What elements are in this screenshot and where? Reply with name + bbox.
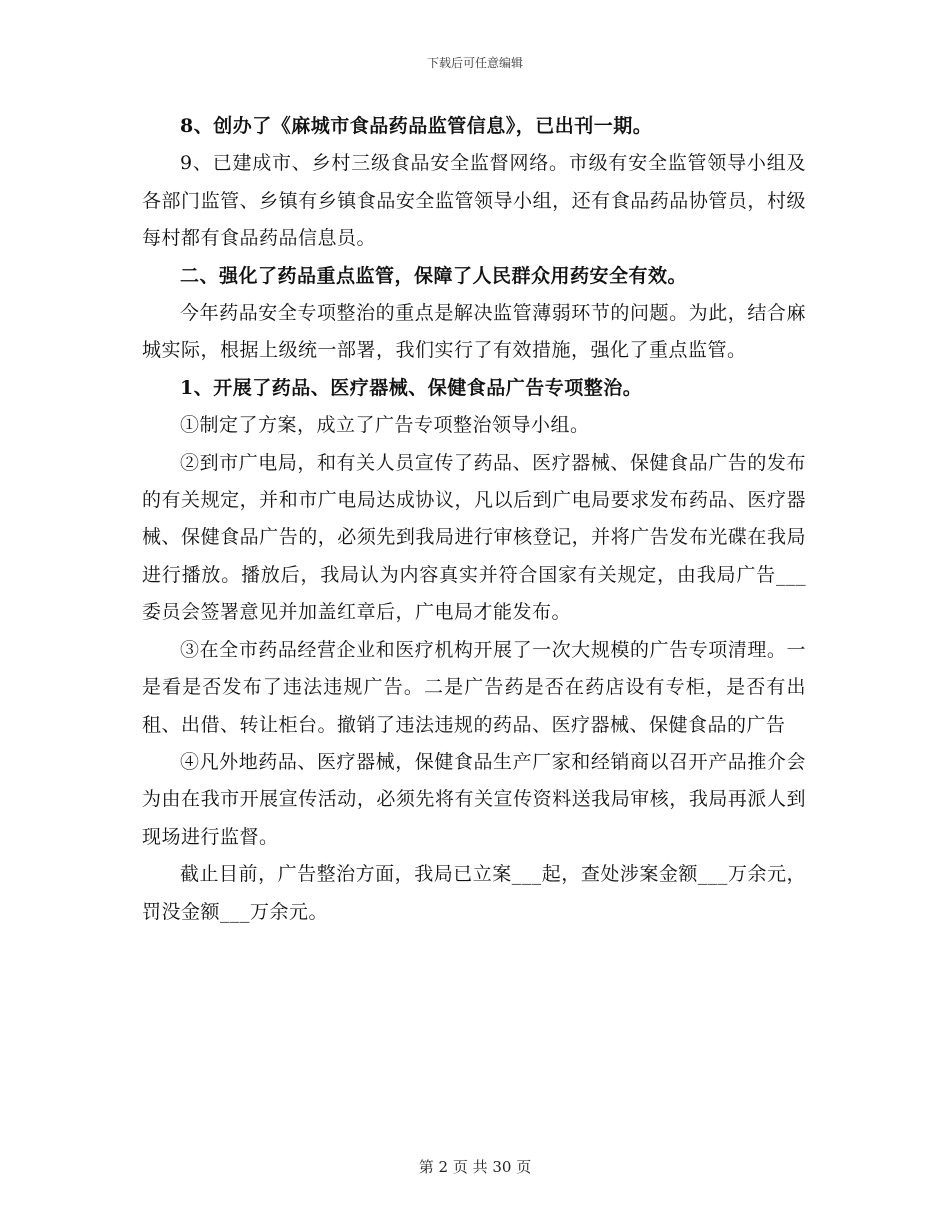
paragraph-summary: 截止目前，广告整治方面，我局已立案___起，查处涉案金额___万余元，罚没金额___万余元。 (142, 863, 806, 923)
page-header: 下载后可任意编辑 (426, 56, 523, 70)
paragraph-point-2: ②到市广电局，和有关人员宣传了药品、医疗器械、保健食品广告的发布的有关规定，并和市广电局达成协议，凡以后到广电局要求发布药品、医疗器械、保健食品广告的，必须先到我局进行审核登记，并将广告发布光碟在我局进行播放。播放后，我局认为内容真实并符合国家有关规定，由我局广告___委员会签署意见并加盖红章后，广电局才能发布。 (142, 451, 806, 624)
paragraph-intro: 今年药品安全专项整治的重点是解决监管薄弱环节的问题。为此，结合麻城实际，根据上级统一部署，我们实行了有效措施，强化了重点监管。 (142, 302, 806, 362)
paragraph-item-9: 9、已建成市、乡村三级食品安全监督网络。市级有安全监管领导小组及各部门监管、乡镇有乡镇食品安全监管领导小组，还有食品药品协管员，村级每村都有食品药品信息员。 (142, 152, 806, 250)
section-heading-two: 二、强化了药品重点监管，保障了人民群众用药安全有效。 (180, 264, 688, 287)
page-footer: 第 2 页 共 30 页 (418, 1158, 532, 1176)
paragraph-point-1: ①制定了方案，成立了广告专项整治领导小组。 (180, 414, 590, 437)
document-body (142, 108, 806, 931)
paragraph-point-3: ③在全市药品经营企业和医疗机构开展了一次大规模的广告专项清理。一是看是否发布了违法违规广告。二是广告药是否在药店设有专柜，是否有出租、出借、转让柜台。撤销了违法违规的药品、医疗器械、保健食品的广告 (142, 638, 806, 736)
paragraph-point-4: ④凡外地药品、医疗器械，保健食品生产厂家和经销商以召开产品推介会为由在我市开展宣传活动，必须先将有关宣传资料送我局审核，我局再派人到现场进行监督。 (142, 750, 806, 848)
subsection-heading-one: 1、开展了药品、医疗器械、保健食品广告专项整治。 (180, 376, 643, 399)
paragraph-item-8-heading: 8、创办了《麻城市食品药品监管信息》，已出刊一期。 (180, 115, 653, 137)
